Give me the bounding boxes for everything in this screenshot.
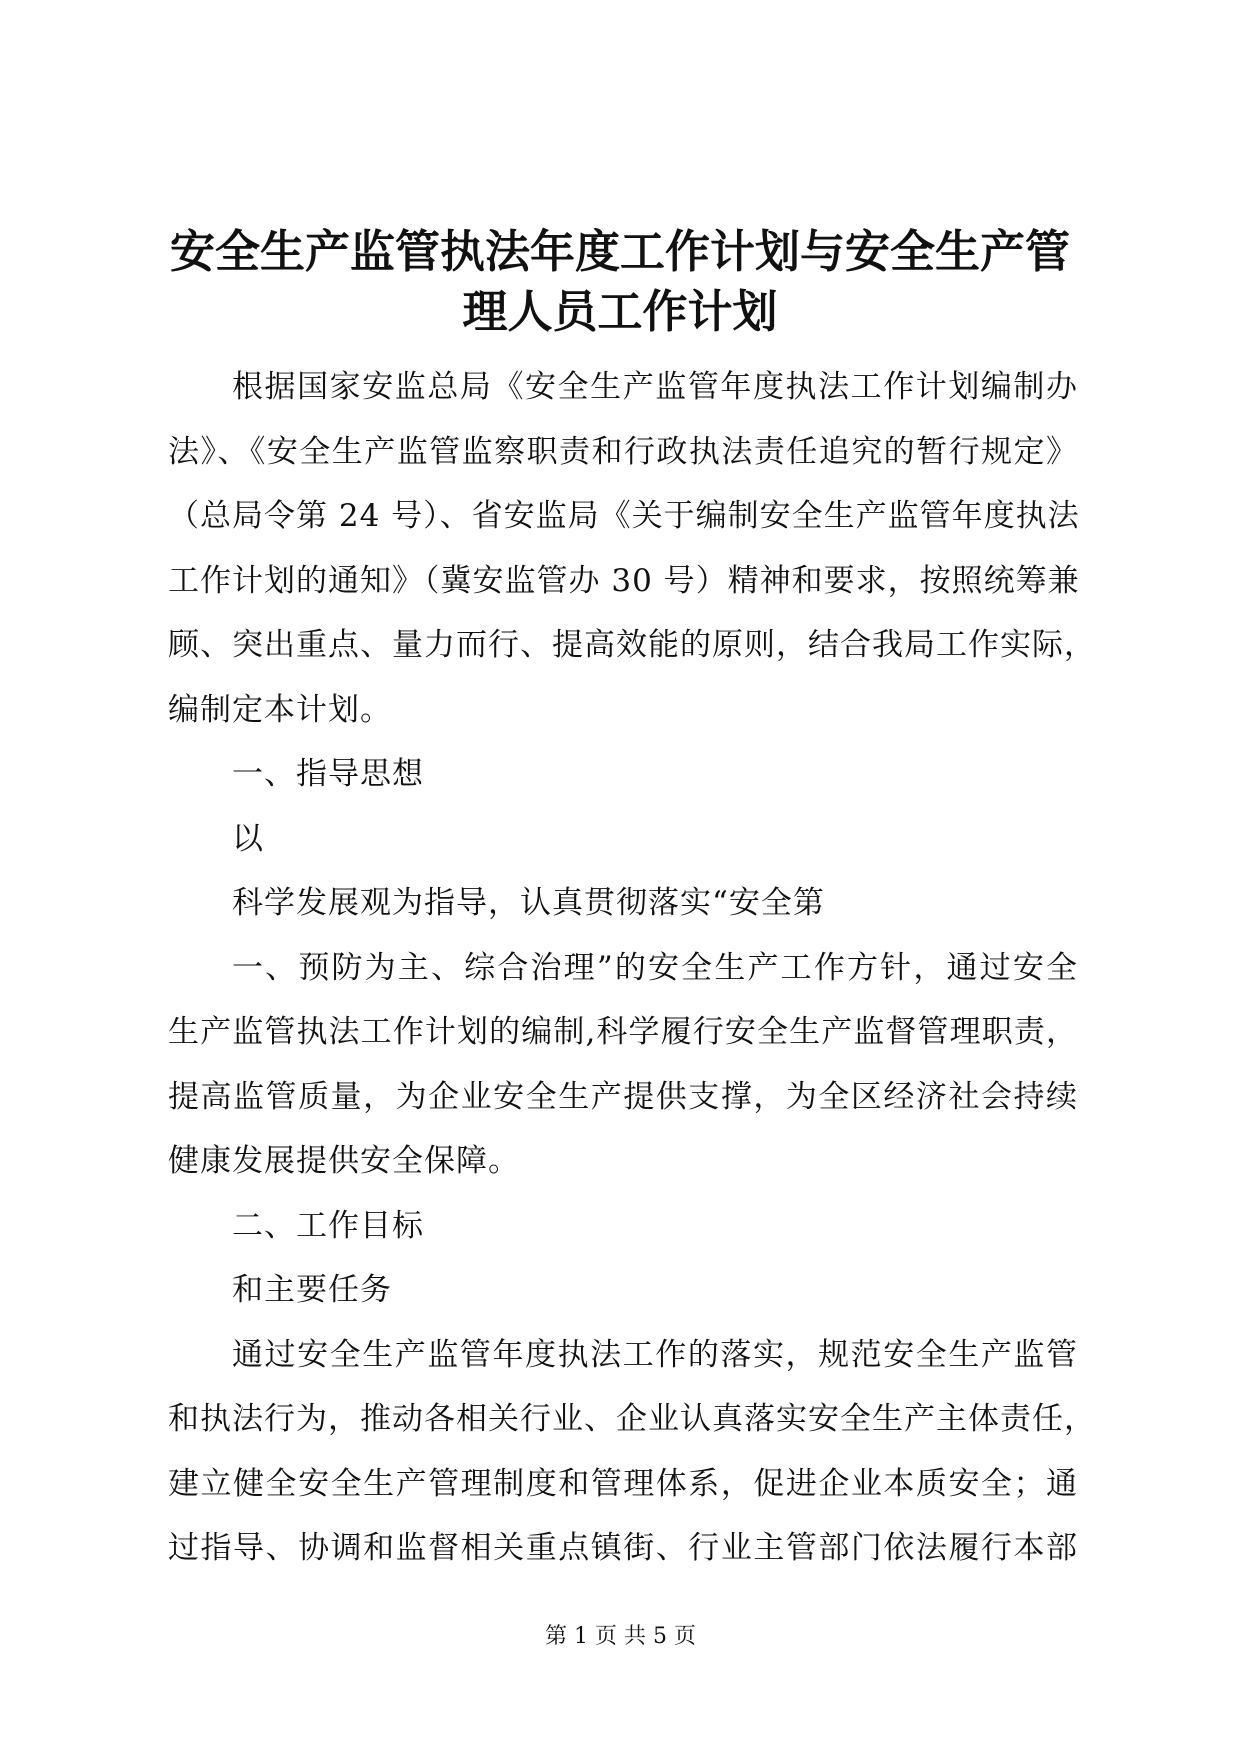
paragraph-line: 根据国家安监总局《安全生产监管年度执法工作计划编制办	[232, 369, 1078, 405]
title-line-2: 理人员工作计划	[462, 285, 778, 338]
paragraph-line: 顾、突出重点、量力而行、提高效能的原则，结合我局工作实际，	[168, 627, 1096, 663]
paragraph-line: 生产监管执法工作计划的编制,科学履行安全生产监督管理职责，	[168, 1014, 1078, 1050]
paragraph-line: 编制定本计划。	[168, 691, 392, 728]
document-title	[160, 222, 1080, 342]
paragraph-line: （总局令第 24 号）、省安监局《关于编制安全生产监管年度执法	[168, 498, 1080, 534]
paragraph-line: 科学发展观为指导，认真贯彻落实“安全第	[232, 885, 825, 921]
paragraph-line: 通过安全生产监管年度执法工作的落实，规范安全生产监管	[232, 1336, 1078, 1373]
paragraph-line: 和执法行为，推动各相关行业、企业认真落实安全生产主体责任，	[168, 1401, 1096, 1437]
paragraph-line: 过指导、协调和监督相关重点镇街、行业主管部门依法履行本部	[168, 1530, 1078, 1566]
title-line-1: 安全生产监管执法年度工作计划与安全生产管	[169, 225, 1070, 278]
paragraph-line: 提高监管质量，为企业安全生产提供支撑，为全区经济社会持续	[168, 1078, 1078, 1115]
paragraph-line: 一、预防为主、综合治理”的安全生产工作方针，通过安全	[232, 949, 1078, 986]
section-heading: 二、工作目标	[232, 1207, 424, 1244]
page-footer: 第 1 页 共 5 页	[545, 1624, 696, 1649]
paragraph-line: 工作计划的通知》（冀安监管办 30 号）精神和要求，按照统筹兼	[168, 562, 1080, 599]
paragraph-line: 和主要任务	[232, 1272, 392, 1308]
section-heading: 一、指导思想	[232, 756, 424, 792]
paragraph-line: 建立健全安全生产管理制度和管理体系，促进企业本质安全；通	[168, 1465, 1078, 1502]
document-body	[168, 355, 1096, 1581]
paragraph-line: 以	[232, 820, 264, 857]
paragraph-line: 法》、《安全生产监管监察职责和行政执法责任追究的暂行规定》	[168, 433, 1078, 470]
paragraph-line: 健康发展提供安全保障。	[168, 1143, 520, 1179]
